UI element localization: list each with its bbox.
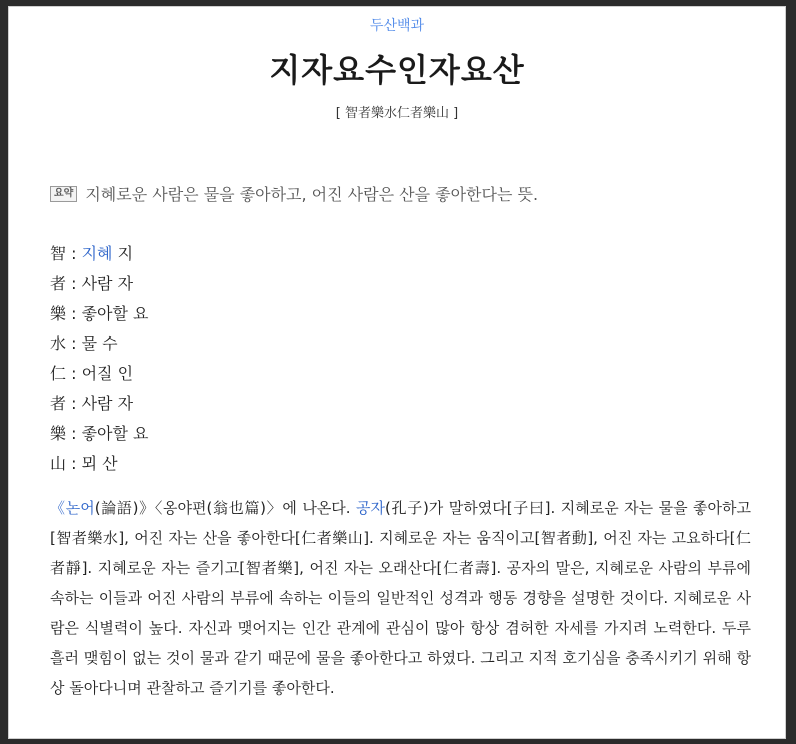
character-hanja: 水 xyxy=(50,334,67,353)
character-separator: : xyxy=(66,454,82,473)
character-row xyxy=(50,419,149,449)
body-text-1: (論語)》〈옹야편(翁也篇)〉에 나온다. xyxy=(94,499,357,517)
character-row xyxy=(50,299,149,329)
article-card xyxy=(8,6,786,739)
character-hanja: 仁 xyxy=(50,364,67,383)
character-row xyxy=(50,239,149,269)
character-separator: : xyxy=(66,394,82,413)
hanja-subtitle: [ 智者樂水仁者樂山 ] xyxy=(335,106,459,121)
character-row xyxy=(50,359,149,389)
character-hanja: 者 xyxy=(50,274,67,293)
character-meaning: 좋아할 요 xyxy=(81,304,149,323)
body-paragraph xyxy=(50,493,751,703)
character-hanja: 樂 xyxy=(50,424,67,443)
summary-text: 지혜로운 사람은 물을 좋아하고, 어진 사람은 산을 좋아한다는 뜻. xyxy=(85,185,539,204)
character-separator: : xyxy=(66,424,82,443)
gongja-link[interactable]: 공자 xyxy=(356,499,386,517)
character-row xyxy=(50,449,149,479)
character-meaning: 뫼 산 xyxy=(81,454,118,473)
character-row xyxy=(50,329,149,359)
open-quote: 《 xyxy=(50,499,66,517)
character-meaning: 어질 인 xyxy=(81,364,134,383)
character-meaning: 물 수 xyxy=(81,334,118,353)
character-meaning: 좋아할 요 xyxy=(81,424,149,443)
character-meaning-link[interactable]: 지혜 xyxy=(81,244,113,263)
character-separator: : xyxy=(66,274,82,293)
character-hanja: 智 xyxy=(50,244,67,263)
character-meaning: 사람 자 xyxy=(81,274,134,293)
character-separator: : xyxy=(66,304,82,323)
character-separator: : xyxy=(66,334,82,353)
character-hanja: 者 xyxy=(50,394,67,413)
source-link[interactable]: 두산백과 xyxy=(369,18,425,34)
character-hanja: 樂 xyxy=(50,304,67,323)
character-separator: : xyxy=(66,364,82,383)
character-hanja: 山 xyxy=(50,454,67,473)
character-row xyxy=(50,389,149,419)
article-body xyxy=(50,493,751,703)
page-title: 지자요수인자요산 xyxy=(269,51,525,89)
summary xyxy=(50,182,765,205)
summary-badge: 요약 xyxy=(50,186,77,202)
lunyu-link[interactable]: 논어 xyxy=(65,499,95,517)
character-separator: : xyxy=(66,244,82,263)
character-list xyxy=(50,239,149,479)
character-row xyxy=(50,269,149,299)
character-meaning: 지 xyxy=(112,244,134,263)
body-text-2: (孔子)가 말하였다[子曰]. 지혜로운 자는 물을 좋아하고[智者樂水], 어진 자는 산을 좋아한다[仁者樂山]. 지혜로운 자는 움직이고[智者動], 어진 자는 고요하다[仁者靜]. 지혜로운 자는 즐기고[智者樂], 어진 자는 오래산다[仁者壽]. 공자의 말은, 지혜로운 사람의 부류에 속하는 이들과 어진 사람의 부류에 속하는 이들의 일반적인 성격과 행동 경향을 설명한 것이다. 지혜로운 사람은 식별력이 높다. 자신과 맺어지는 인간 관계에 관심이 많아 항상 겸허한 자세를 가지려 노력한다. 두루 흘러 맺힘이 없는 것이 물과 같기 때문에 물을 좋아한다고 하였다. 그리고 지적 호기심을 충족시키기 위해 항상 돌아다니며 관찰하고 즐기기를 좋아한다. xyxy=(50,499,751,697)
character-meaning: 사람 자 xyxy=(81,394,134,413)
